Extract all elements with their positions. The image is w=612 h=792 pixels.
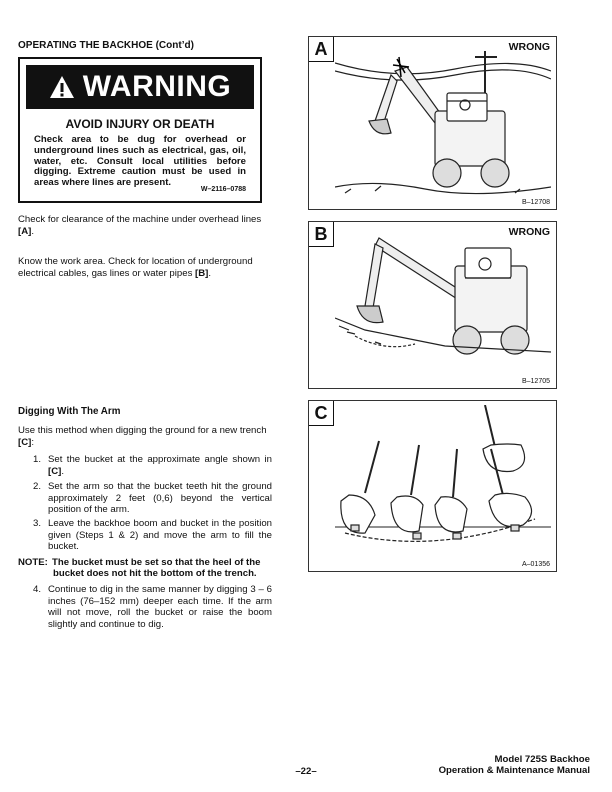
figure-letter: B [309,222,334,247]
warning-word: WARNING [82,70,232,103]
backhoe-overhead-lines-illustration [335,41,551,201]
figure-wrong-label: WRONG [508,41,550,53]
underground-lines-paragraph [18,256,272,279]
step-punctuation: . [61,465,64,477]
footer-manual-name: Operation & Maintenance Manual [438,765,590,776]
paragraph-punctuation: . [31,225,34,237]
figure-reference: [C] [48,465,62,477]
note [18,557,272,579]
figure-reference: [A] [18,225,32,237]
figure-b [308,221,557,389]
paragraph-text: Check for clearance of the machine under overhead lines [18,214,262,225]
warning-title: AVOID INJURY OR DEATH [65,117,215,131]
step-number: 4. [33,584,42,595]
figure-reference: [B] [195,267,209,279]
warning-code: W–2116–0788 [200,186,246,193]
paragraph-punctuation: : [31,436,34,448]
step-text: Continue to dig in the same manner by digging 3 – 6 inches (76–152 mm) deeper each time. If the arm will not move, roll the bucket or raise the boom slightly and continue to dig. [48,584,272,630]
figure-code: B–12708 [521,199,550,206]
list-item [33,454,272,477]
list-item [33,584,272,630]
paragraph-text: Know the work area. Check for location of underground electrical cables, gas lines or water pipes [18,256,253,279]
figure-wrong-label: WRONG [508,226,550,238]
warning-box [18,57,262,203]
figure-a [308,36,557,210]
page-title: OPERATING THE BACKHOE (Cont’d) [18,40,194,51]
step-text: Set the bucket at the approximate angle shown in [48,454,272,465]
figure-letter: A [309,37,334,62]
list-item [33,481,272,516]
warning-text: Check area to be dug for overhead or underground lines such as electrical, gas, oil, water, etc. Consult local utilities before digging. Extreme caution must be used in areas where lines are present. [34,134,246,189]
note-text: The bucket must be set so that the heel of the bucket does not hit the bottom of the trench. [52,557,261,579]
paragraph-punctuation: . [208,267,212,279]
footer-model [370,754,590,776]
figure-reference: [C] [18,436,32,448]
step-number: 1. [33,454,42,465]
figure-code: A–01356 [521,561,550,568]
page-number: –22– [295,766,317,777]
figure-code: B–12705 [521,378,550,385]
overhead-lines-paragraph [18,214,272,237]
bucket-angle-sequence-illustration [335,405,551,563]
step-text: Leave the backhoe boom and bucket in the position given (Steps 1 & 2) and move the arm to fill the bucket. [48,518,272,552]
warning-triangle-icon [49,75,75,99]
arm-intro-paragraph [18,425,272,448]
figure-c [308,400,557,572]
step-text: Set the arm so that the bucket teeth hit the ground approximately 2 feet (0,6) beyond the vertical position of the arm. [48,481,272,515]
footer-model-name: Model 725S Backhoe [494,754,590,765]
paragraph-text: Use this method when digging the ground for a new trench [18,425,267,436]
arm-section-heading: Digging With The Arm [18,406,121,417]
list-item [33,518,272,553]
figure-letter: C [309,401,334,426]
note-label: NOTE: [18,557,48,568]
backhoe-underground-lines-illustration [335,226,551,376]
step-number: 3. [33,518,42,529]
step-number: 2. [33,481,42,492]
warning-banner [26,65,254,109]
